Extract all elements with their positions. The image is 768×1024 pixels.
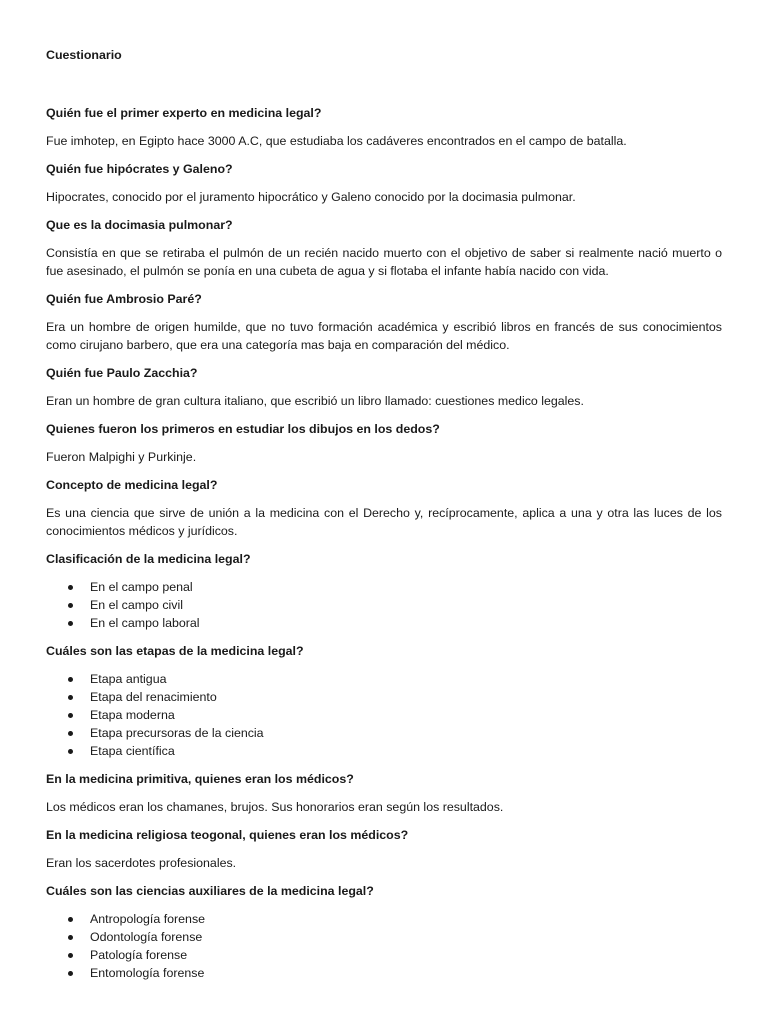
list-item (46, 614, 722, 632)
list-item-text: Etapa del renacimiento (90, 690, 217, 704)
list-item-text: Patología forense (90, 948, 188, 962)
list-item (46, 578, 722, 596)
list-item (46, 946, 722, 964)
question-4: Quién fue Ambrosio Paré? (46, 292, 202, 306)
question-11: En la medicina religiosa teogonal, quienes eran los médicos? (46, 828, 409, 842)
answer-7: Es una ciencia que sirve de unión a la medicina con el Derecho y, recíprocamente, aplica a una y otra las luces de los conocimientos médicos y jurídicos. (46, 506, 722, 538)
document-title: Cuestionario (46, 48, 122, 62)
list-item-text: Etapa científica (90, 744, 175, 758)
list-item-text: Etapa moderna (90, 708, 175, 722)
list-item (46, 596, 722, 614)
list-item (46, 910, 722, 928)
question-3: Que es la docimasia pulmonar? (46, 218, 233, 232)
bullet-icon (68, 731, 73, 736)
question-12: Cuáles son las ciencias auxiliares de la medicina legal? (46, 884, 374, 898)
answer-1: Fue imhotep, en Egipto hace 3000 A.C, que estudiaba los cadáveres encontrados en el campo de batalla. (46, 134, 627, 148)
bullet-icon (68, 695, 73, 700)
question-6: Quienes fueron los primeros en estudiar los dibujos en los dedos? (46, 422, 440, 436)
answer-2: Hipocrates, conocido por el juramento hipocrático y Galeno conocido por la docimasia pulmonar. (46, 190, 576, 204)
list-item (46, 724, 722, 742)
question-10: En la medicina primitiva, quienes eran los médicos? (46, 772, 354, 786)
question-7: Concepto de medicina legal? (46, 478, 218, 492)
question-8: Clasificación de la medicina legal? (46, 552, 251, 566)
list-item (46, 928, 722, 946)
bullet-list-9 (46, 670, 722, 760)
bullet-icon (68, 603, 73, 608)
list-item-text: Antropología forense (90, 912, 206, 926)
list-item-text: En el campo civil (90, 598, 183, 612)
list-item-text: En el campo penal (90, 580, 193, 594)
list-item-text: Etapa precursoras de la ciencia (90, 726, 264, 740)
bullet-icon (68, 585, 73, 590)
list-item-text: Entomología forense (90, 966, 205, 980)
list-item (46, 742, 722, 760)
bullet-icon (68, 713, 73, 718)
question-5: Quién fue Paulo Zacchia? (46, 366, 198, 380)
bullet-icon (68, 971, 73, 976)
bullet-list-8 (46, 578, 722, 632)
list-item-text: Etapa antigua (90, 672, 167, 686)
answer-4: Era un hombre de origen humilde, que no tuvo formación académica y escribió libros en francés de sus conocimientos como cirujano barbero, que era una categoría mas baja en comparación del médico. (46, 320, 722, 352)
list-item (46, 670, 722, 688)
bullet-icon (68, 677, 73, 682)
list-item-text: Odontología forense (90, 930, 203, 944)
list-item (46, 706, 722, 724)
bullet-icon (68, 935, 73, 940)
bullet-icon (68, 917, 73, 922)
answer-6: Fueron Malpighi y Purkinje. (46, 450, 197, 464)
bullet-list-12 (46, 910, 722, 982)
answer-3: Consistía en que se retiraba el pulmón de un recién nacido muerto con el objetivo de saber si realmente nació muerto o fue asesinado, el pulmón se ponía en una cubeta de agua y si flotaba el infante había nacido con vida. (46, 246, 722, 278)
list-item (46, 688, 722, 706)
bullet-icon (68, 621, 73, 626)
list-item (46, 964, 722, 982)
list-item-text: En el campo laboral (90, 616, 200, 630)
question-9: Cuáles son las etapas de la medicina legal? (46, 644, 304, 658)
answer-5: Eran un hombre de gran cultura italiano, que escribió un libro llamado: cuestiones medico legales. (46, 394, 584, 408)
question-2: Quién fue hipócrates y Galeno? (46, 162, 233, 176)
bullet-icon (68, 953, 73, 958)
question-1: Quién fue el primer experto en medicina legal? (46, 106, 322, 120)
bullet-icon (68, 749, 73, 754)
answer-11: Eran los sacerdotes profesionales. (46, 856, 237, 870)
answer-10: Los médicos eran los chamanes, brujos. Sus honorarios eran según los resultados. (46, 800, 504, 814)
